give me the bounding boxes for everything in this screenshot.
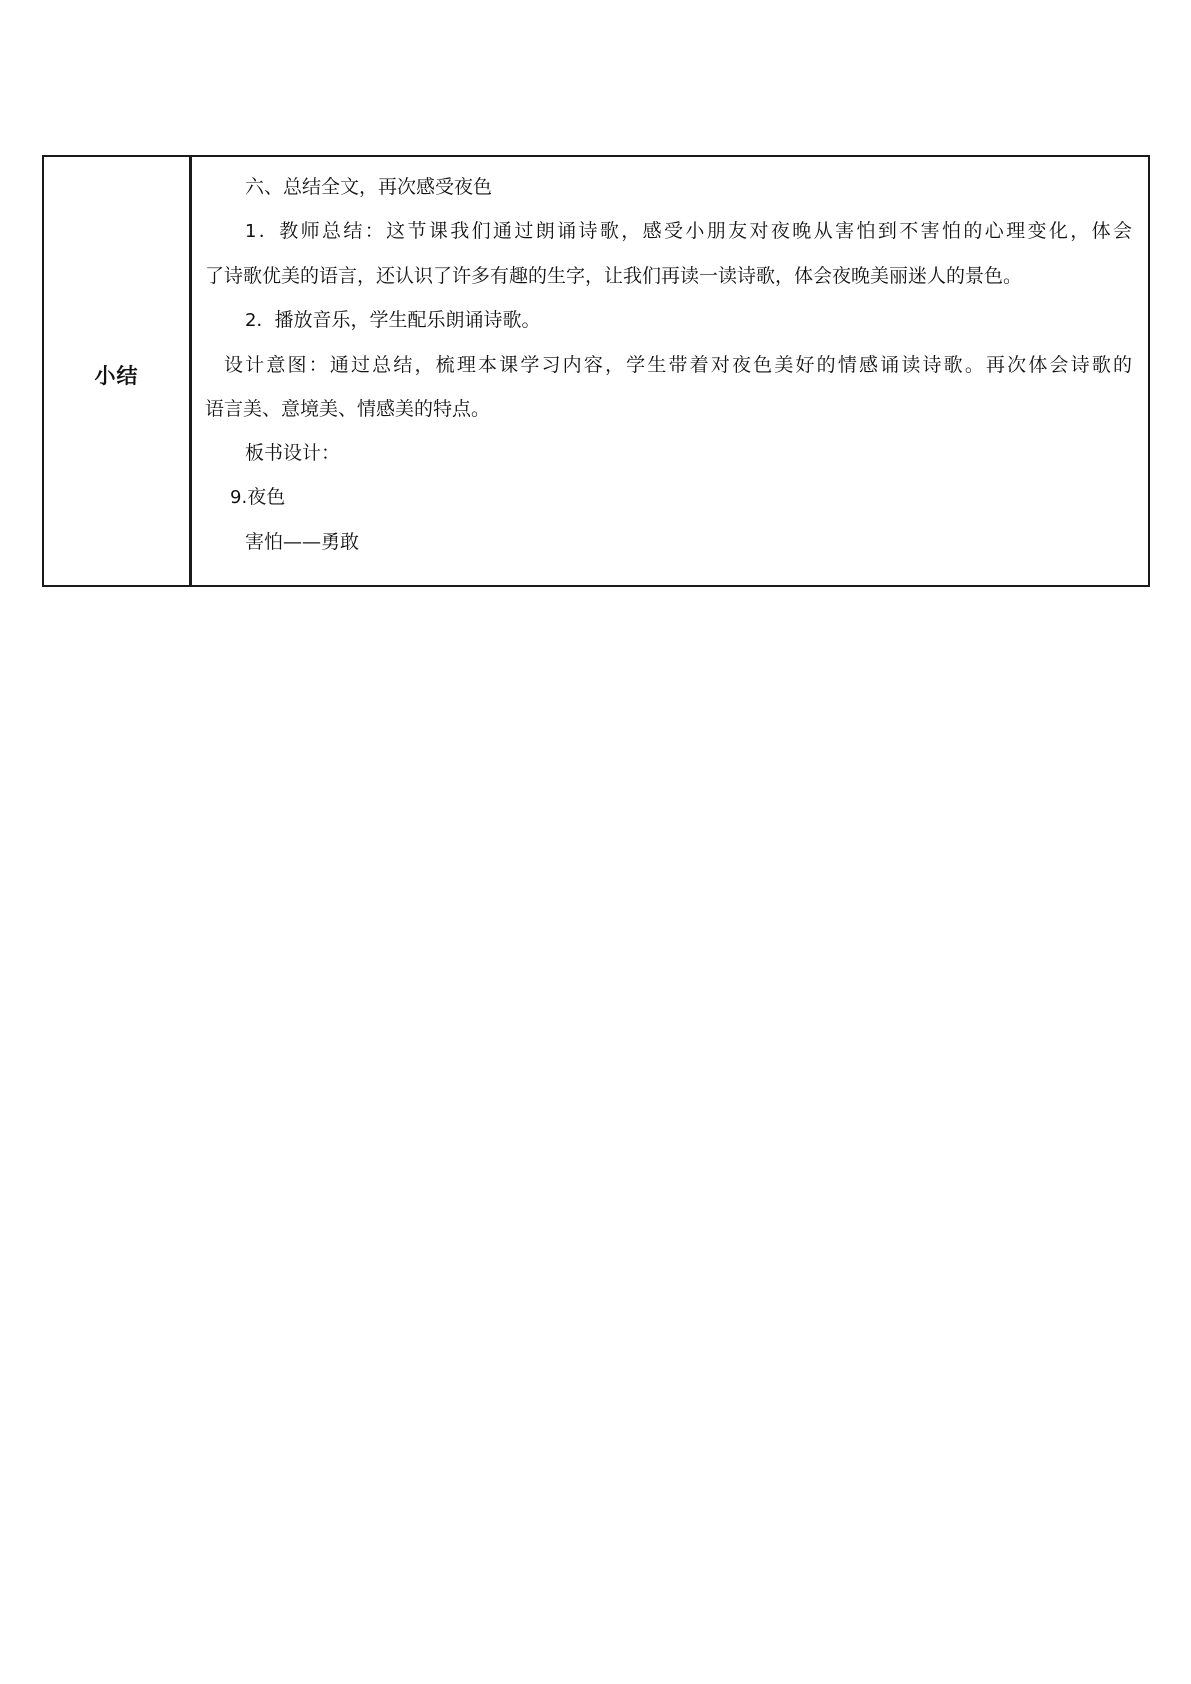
board-title: [205, 475, 1136, 520]
item-1-number: 1．: [245, 221, 280, 242]
teacher-summary-line-1: [205, 209, 1136, 254]
design-intent-line-2: 语言美、意境美、情感美的特点。: [205, 398, 491, 420]
section-label-cell: [44, 157, 192, 585]
item-2-text: 播放音乐，学生配乐朗诵诗歌。: [274, 309, 541, 331]
summary-heading: 六、总结全文，再次感受夜色: [245, 176, 493, 198]
item-1-text: 教师总结：这节课我们通过朗诵诗歌，感受小朋友对夜晚从害怕到不害怕的心理变化，体会: [279, 220, 1132, 242]
section-content-cell: [192, 157, 1148, 585]
board-content-line: 害怕——勇敢: [245, 531, 360, 553]
design-intent-line-1: 设计意图：通过总结，梳理本课学习内容，学生带着对夜色美好的情感诵读诗歌。再次体会诗歌的: [224, 354, 1132, 376]
lesson-table: [42, 155, 1150, 587]
board-title-number: 9.: [230, 487, 248, 508]
board-design-label: 板书设计：: [245, 442, 341, 464]
music-reading-item: [205, 298, 1136, 343]
board-title-text: 夜色: [247, 486, 286, 508]
section-label: 小结: [94, 364, 139, 388]
item-2-number: 2．: [245, 310, 275, 331]
teacher-summary-line-2: 了诗歌优美的语言，还认识了许多有趣的生字，让我们再读一读诗歌，体会夜晚美丽迷人的景色。: [205, 265, 1023, 287]
